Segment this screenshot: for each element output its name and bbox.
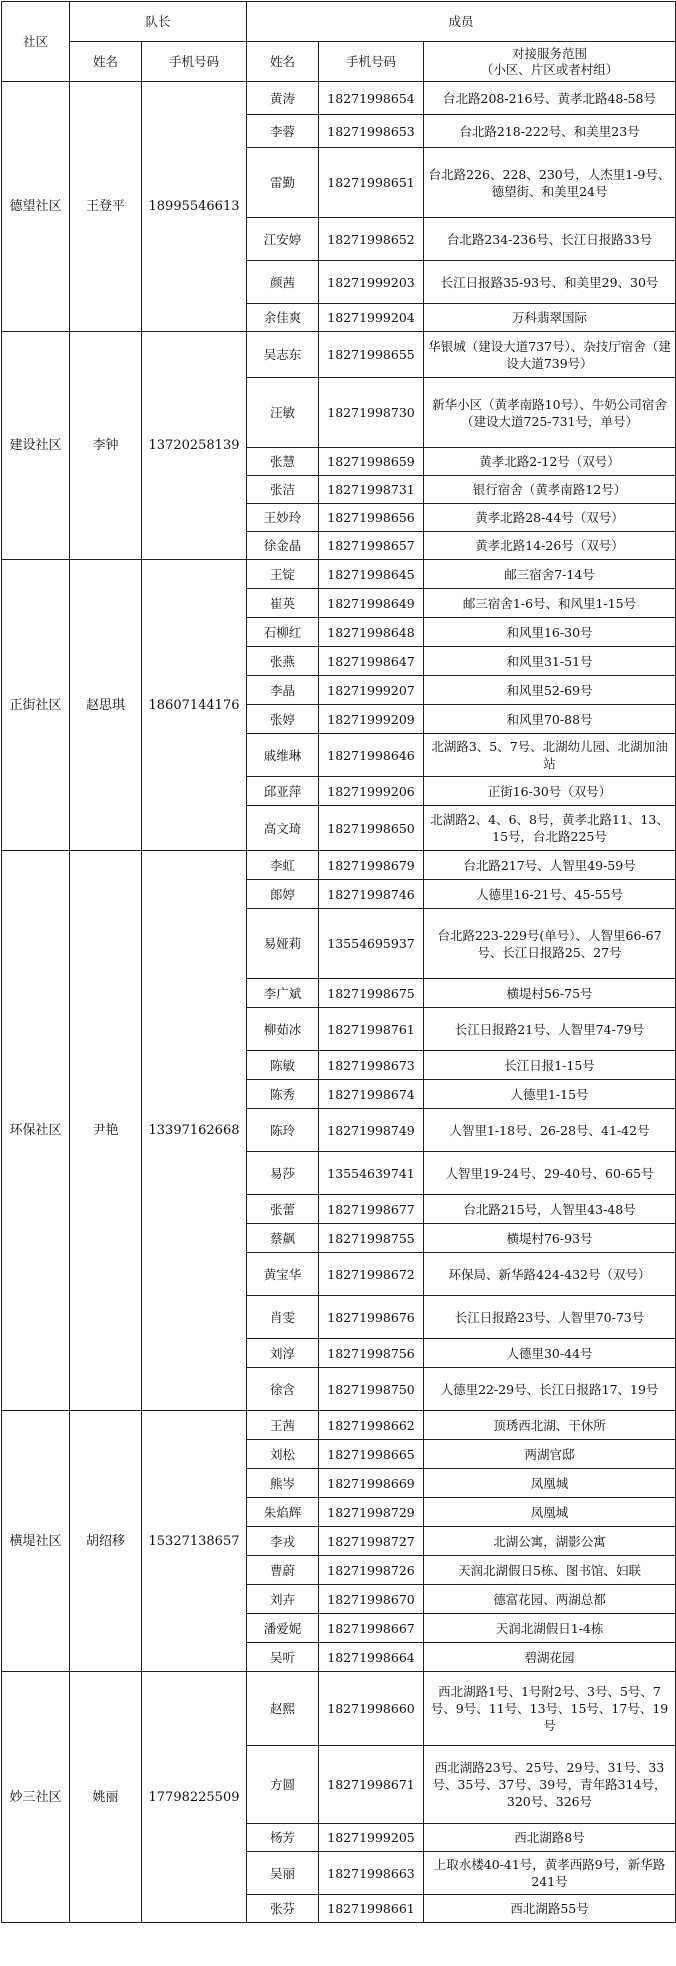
leader-phone: 15327138657	[142, 1411, 247, 1672]
leader-phone: 13720258139	[142, 332, 247, 560]
member-scope: 西北湖路23号、25号、29号、31号、33号、35号、37号、39号，青年路314号，320号、326号	[424, 1746, 676, 1824]
member-scope: 人智里1-18号、26-28号、41-42号	[424, 1109, 676, 1152]
member-name: 陈秀	[247, 1080, 319, 1109]
member-phone: 18271998655	[319, 332, 424, 378]
member-phone: 18271998663	[319, 1852, 424, 1895]
member-name: 朱焰辉	[247, 1498, 319, 1527]
member-scope: 人德里1-15号	[424, 1080, 676, 1109]
header-members: 成员	[247, 2, 676, 42]
member-name: 王茜	[247, 1411, 319, 1440]
member-scope: 台北路215号，人智里43-48号	[424, 1195, 676, 1224]
member-name: 张燕	[247, 647, 319, 676]
member-scope: 凤凰城	[424, 1498, 676, 1527]
table-row	[2, 560, 676, 589]
member-phone: 18271998674	[319, 1080, 424, 1109]
leader-name: 胡绍移	[70, 1411, 142, 1672]
member-scope: 邮三宿舍7-14号	[424, 560, 676, 589]
member-phone: 18271998659	[319, 448, 424, 476]
member-scope: 横堤村76-93号	[424, 1224, 676, 1253]
member-name: 雷勤	[247, 148, 319, 218]
member-phone: 13554695937	[319, 909, 424, 979]
member-name: 张洁	[247, 476, 319, 504]
member-phone: 18271998650	[319, 806, 424, 851]
member-name: 杨芳	[247, 1824, 319, 1852]
member-scope: 人德里22-29号、长江日报路17、19号	[424, 1368, 676, 1411]
member-name: 陈敏	[247, 1051, 319, 1080]
member-name: 李戎	[247, 1527, 319, 1556]
member-scope: 天润北湖假日1-4栋	[424, 1614, 676, 1643]
header-member-name: 姓名	[247, 42, 319, 82]
member-phone: 18271998670	[319, 1585, 424, 1614]
member-phone: 18271998673	[319, 1051, 424, 1080]
member-phone: 18271998746	[319, 880, 424, 909]
header-leader-phone: 手机号码	[142, 42, 247, 82]
member-name: 吴丽	[247, 1852, 319, 1895]
leader-name: 尹艳	[70, 851, 142, 1411]
member-scope: 横堤村56-75号	[424, 979, 676, 1008]
member-name: 陈玲	[247, 1109, 319, 1152]
header-scope: 对接服务范围 （小区、片区或者村组）	[424, 42, 676, 82]
member-phone: 18271999206	[319, 777, 424, 806]
member-scope: 北湖公寓，湖影公寓	[424, 1527, 676, 1556]
member-name: 石柳红	[247, 618, 319, 647]
member-scope: 华银城（建设大道737号）、杂技厅宿舍（建设大道739号）	[424, 332, 676, 378]
member-name: 郎婷	[247, 880, 319, 909]
leader-phone: 13397162668	[142, 851, 247, 1411]
member-phone: 18271998756	[319, 1339, 424, 1368]
member-phone: 18271998729	[319, 1498, 424, 1527]
member-phone: 18271998653	[319, 115, 424, 148]
member-phone: 18271999209	[319, 705, 424, 734]
member-name: 王妙玲	[247, 504, 319, 532]
member-scope: 和风里16-30号	[424, 618, 676, 647]
member-scope: 凤凰城	[424, 1469, 676, 1498]
member-phone: 18271998660	[319, 1672, 424, 1746]
member-scope: 和风里52-69号	[424, 676, 676, 705]
member-phone: 18271998755	[319, 1224, 424, 1253]
leader-phone: 18995546613	[142, 82, 247, 332]
member-phone: 18271998656	[319, 504, 424, 532]
member-name: 黄涛	[247, 82, 319, 115]
member-scope: 上取水楼40-41号，黄孝西路9号，新华路241号	[424, 1852, 676, 1895]
service-roster-table	[1, 1, 676, 1923]
member-scope: 人智里19-24号、29-40号、60-65号	[424, 1152, 676, 1195]
member-phone: 18271998662	[319, 1411, 424, 1440]
member-phone: 18271998750	[319, 1368, 424, 1411]
member-name: 柳茹冰	[247, 1008, 319, 1051]
leader-phone: 18607144176	[142, 560, 247, 851]
header-leader-name: 姓名	[70, 42, 142, 82]
member-phone: 18271998661	[319, 1895, 424, 1923]
community-cell: 妙三社区	[2, 1672, 70, 1923]
member-phone: 18271998654	[319, 82, 424, 115]
member-phone: 18271998730	[319, 378, 424, 448]
header-leader: 队长	[70, 2, 247, 42]
member-name: 徐含	[247, 1368, 319, 1411]
member-name: 张婷	[247, 705, 319, 734]
roster-body	[2, 82, 676, 1923]
member-name: 江安婷	[247, 218, 319, 261]
member-scope: 台北路234-236号、长江日报路33号	[424, 218, 676, 261]
member-scope: 银行宿舍（黄孝南路12号）	[424, 476, 676, 504]
member-scope: 北湖路2、4、6、8号，黄孝北路11、13、15号，台北路225号	[424, 806, 676, 851]
table-row	[2, 1411, 676, 1440]
member-phone: 18271998651	[319, 148, 424, 218]
member-scope: 碧湖花园	[424, 1643, 676, 1672]
member-scope: 人德里16-21号、45-55号	[424, 880, 676, 909]
member-phone: 18271998664	[319, 1643, 424, 1672]
member-scope: 正街16-30号（双号）	[424, 777, 676, 806]
member-scope: 西北湖路1号、1号附2号、3号、5号、7号、9号、11号、13号、15号、17号、19号	[424, 1672, 676, 1746]
member-scope: 天润北湖假日5栋、图书馆、妇联	[424, 1556, 676, 1585]
member-phone: 18271998675	[319, 979, 424, 1008]
member-phone: 18271998669	[319, 1469, 424, 1498]
member-scope: 和风里31-51号	[424, 647, 676, 676]
member-phone: 18271998727	[319, 1527, 424, 1556]
member-scope: 德富花园、两湖总都	[424, 1585, 676, 1614]
member-name: 黄宝华	[247, 1253, 319, 1296]
leader-name: 姚丽	[70, 1672, 142, 1923]
member-name: 邱亚萍	[247, 777, 319, 806]
member-name: 张蕾	[247, 1195, 319, 1224]
member-name: 刘松	[247, 1440, 319, 1469]
member-name: 徐金晶	[247, 532, 319, 560]
member-phone: 18271998652	[319, 218, 424, 261]
member-name: 刘淳	[247, 1339, 319, 1368]
member-name: 方圆	[247, 1746, 319, 1824]
header-member-phone: 手机号码	[319, 42, 424, 82]
member-scope: 西北湖路55号	[424, 1895, 676, 1923]
member-name: 曹蔚	[247, 1556, 319, 1585]
member-name: 刘卉	[247, 1585, 319, 1614]
member-name: 易娅莉	[247, 909, 319, 979]
member-scope: 北湖路3、5、7号、北湖幼儿园、北湖加油站	[424, 734, 676, 777]
member-scope: 台北路208-216号、黄孝北路48-58号	[424, 82, 676, 115]
member-phone: 18271998657	[319, 532, 424, 560]
member-scope: 长江日报路23号、人智里70-73号	[424, 1296, 676, 1339]
member-phone: 18271999205	[319, 1824, 424, 1852]
member-scope: 两湖官邸	[424, 1440, 676, 1469]
member-name: 颜茜	[247, 261, 319, 304]
member-name: 蔡飙	[247, 1224, 319, 1253]
member-name: 易莎	[247, 1152, 319, 1195]
member-scope: 新华小区（黄孝南路10号）、牛奶公司宿舍（建设大道725-731号，单号）	[424, 378, 676, 448]
member-scope: 黄孝北路28-44号（双号）	[424, 504, 676, 532]
member-scope: 邮三宿舍1-6号、和风里1-15号	[424, 589, 676, 618]
member-scope: 台北路226、228、230号，人杰里1-9号、德望街、和美里24号	[424, 148, 676, 218]
member-scope: 长江日报路35-93号、和美里29、30号	[424, 261, 676, 304]
member-phone: 18271999207	[319, 676, 424, 705]
header-community: 社区	[2, 2, 70, 82]
community-cell: 环保社区	[2, 851, 70, 1411]
member-name: 李虹	[247, 851, 319, 880]
member-name: 张芬	[247, 1895, 319, 1923]
member-name: 张慧	[247, 448, 319, 476]
member-scope: 台北路217号、人智里49-59号	[424, 851, 676, 880]
member-scope: 和风里70-88号	[424, 705, 676, 734]
table-row	[2, 332, 676, 378]
member-name: 李蓉	[247, 115, 319, 148]
member-phone: 18271998667	[319, 1614, 424, 1643]
member-scope: 人德里30-44号	[424, 1339, 676, 1368]
member-name: 吴听	[247, 1643, 319, 1672]
community-cell: 建设社区	[2, 332, 70, 560]
leader-name: 王登平	[70, 82, 142, 332]
member-name: 吴志东	[247, 332, 319, 378]
table-row	[2, 82, 676, 115]
member-phone: 18271998676	[319, 1296, 424, 1339]
member-phone: 18271998665	[319, 1440, 424, 1469]
member-name: 熊岑	[247, 1469, 319, 1498]
member-scope: 万科翡翠国际	[424, 304, 676, 332]
member-scope: 环保局、新华路424-432号（双号）	[424, 1253, 676, 1296]
table-row	[2, 851, 676, 880]
member-phone: 18271999203	[319, 261, 424, 304]
member-name: 肖雯	[247, 1296, 319, 1339]
member-phone: 18271998672	[319, 1253, 424, 1296]
leader-phone: 17798225509	[142, 1672, 247, 1923]
member-scope: 长江日报路21号、人智里74-79号	[424, 1008, 676, 1051]
leader-name: 李钟	[70, 332, 142, 560]
member-scope: 长江日报1-15号	[424, 1051, 676, 1080]
member-phone: 18271998679	[319, 851, 424, 880]
member-phone: 18271998677	[319, 1195, 424, 1224]
table-row	[2, 1672, 676, 1746]
member-phone: 18271998726	[319, 1556, 424, 1585]
member-name: 赵熙	[247, 1672, 319, 1746]
member-phone: 18271998648	[319, 618, 424, 647]
community-cell: 横堤社区	[2, 1411, 70, 1672]
member-name: 高文琦	[247, 806, 319, 851]
member-name: 李晶	[247, 676, 319, 705]
member-name: 李广斌	[247, 979, 319, 1008]
community-cell: 正街社区	[2, 560, 70, 851]
member-name: 崔英	[247, 589, 319, 618]
member-scope: 台北路223-229号(单号）、人智里66-67号、长江日报路25、27号	[424, 909, 676, 979]
member-name: 余佳爽	[247, 304, 319, 332]
member-name: 潘爱妮	[247, 1614, 319, 1643]
member-phone: 13554639741	[319, 1152, 424, 1195]
member-name: 汪敏	[247, 378, 319, 448]
member-phone: 18271998731	[319, 476, 424, 504]
member-phone: 18271998647	[319, 647, 424, 676]
member-phone: 18271999204	[319, 304, 424, 332]
member-phone: 18271998645	[319, 560, 424, 589]
member-phone: 18271998749	[319, 1109, 424, 1152]
member-name: 戚维琳	[247, 734, 319, 777]
member-scope: 黄孝北路14-26号（双号）	[424, 532, 676, 560]
member-name: 王锭	[247, 560, 319, 589]
member-scope: 黄孝北路2-12号（双号）	[424, 448, 676, 476]
member-phone: 18271998671	[319, 1746, 424, 1824]
member-scope: 西北湖路8号	[424, 1824, 676, 1852]
community-cell: 德望社区	[2, 82, 70, 332]
leader-name: 赵思琪	[70, 560, 142, 851]
member-phone: 18271998761	[319, 1008, 424, 1051]
member-phone: 18271998646	[319, 734, 424, 777]
member-scope: 顶琇西北湖、干休所	[424, 1411, 676, 1440]
member-scope: 台北路218-222号、和美里23号	[424, 115, 676, 148]
member-phone: 18271998649	[319, 589, 424, 618]
